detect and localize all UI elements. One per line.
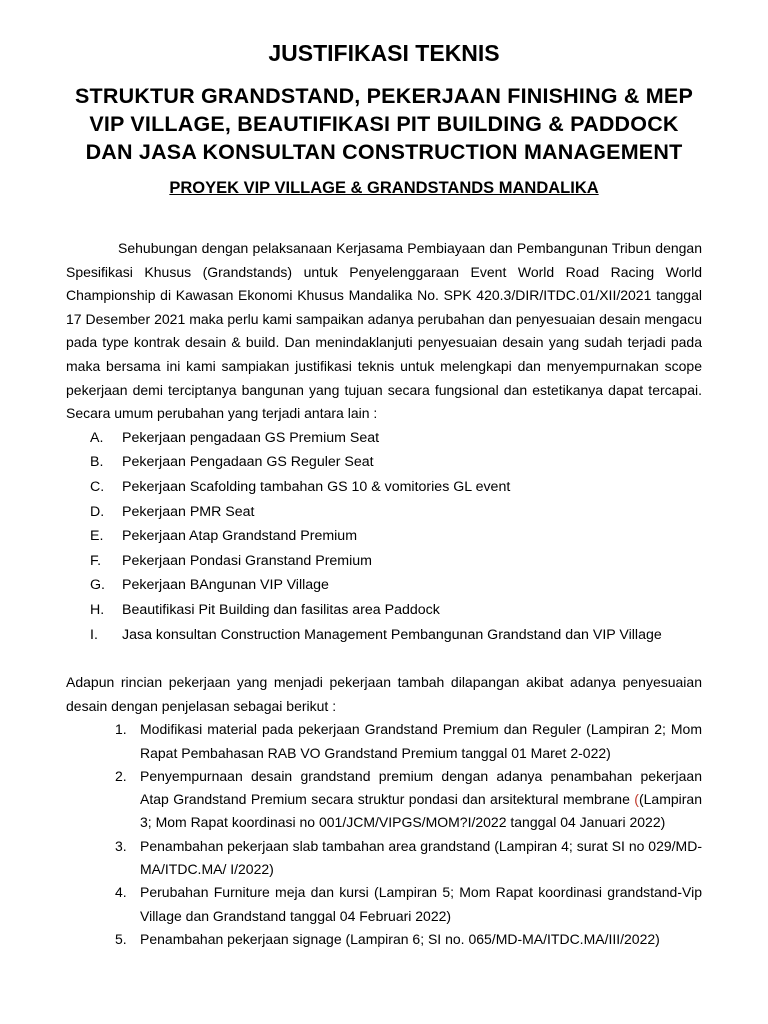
list-item: [66, 928, 702, 951]
list-item-text: Pekerjaan Pengadaan GS Reguler Seat: [122, 454, 374, 471]
document-title: JUSTIFIKASI TEKNIS: [268, 40, 500, 66]
list-item-text: Beautifikasi Pit Building dan fasilitas area Paddock: [122, 601, 440, 618]
list-item-text: Pekerjaan Scafolding tambahan GS 10 & vomitories GL event: [122, 478, 511, 495]
list-item-text: Penambahan pekerjaan signage (Lampiran 6; SI no. 065/MD-MA/ITDC.MA/III/2022): [140, 930, 660, 947]
list-item: [66, 598, 702, 623]
list-marker: 4.: [115, 884, 127, 901]
detail-list: [66, 718, 702, 951]
list-item: [66, 426, 702, 451]
list-marker: 1.: [115, 721, 127, 738]
detail-intro-paragraph: Adapun rincian pekerjaan yang menjadi pekerjaan tambah dilapangan akibat adanya penyesuaian desain dengan penjelasan sebagai berikut :: [66, 674, 702, 714]
list-item-text: Pekerjaan Atap Grandstand Premium: [122, 528, 358, 545]
project-title: PROYEK VIP VILLAGE & GRANDSTANDS MANDALIKA: [169, 179, 599, 197]
list-item-text: Pekerjaan PMR Seat: [122, 503, 255, 520]
list-marker: H.: [90, 601, 105, 618]
list-item-text: Penambahan pekerjaan slab tambahan area grandstand (Lampiran 4; surat SI no 029/MD-MA/ITDC.MA/ I/2022): [140, 837, 702, 878]
intro-paragraph: Sehubungan dengan pelaksanaan Kerjasama Pembiayaan dan Pembangunan Tribun dengan Spesifikasi Khusus (Grandstands) untuk Penyelenggaraan Event World Road Racing World Championship di Kawasan Ekonomi Khusus Mandalika No. SPK 420.3/DIR/ITDC.01/XII/2021 tanggal 17 Desember 2021 maka perlu kami sampaikan adanya perubahan dan penyesuaian desain mengacu pada type kontrak desain & build. Dan menindaklanjuti penyesuaian desain yang sudah terjadi pada maka bersama ini kami sampiakan justifikasi teknis untuk melengkapi dan menyempurnakan scope pekerjaan demi terciptanya bangunan yang tujuan secara fungsional dan estetikanya dapat tercapai. Secara umum perubahan yang terjadi antara lain :: [66, 240, 702, 422]
list-item: [66, 500, 702, 525]
list-marker: B.: [90, 454, 104, 471]
list-item-text: Pekerjaan BAngunan VIP Village: [122, 577, 329, 594]
list-item-text-part: Penyempurnaan desain grandstand premium dengan adanya penambahan pekerjaan Atap Grandstand Premium secara struktur pondasi dan arsitektural membrane: [140, 767, 702, 808]
list-marker: E.: [90, 528, 104, 545]
list-marker: D.: [90, 503, 105, 520]
list-marker: 2.: [115, 767, 127, 784]
list-marker: C.: [90, 478, 105, 495]
list-item-text: Modifikasi material pada pekerjaan Grandstand Premium dan Reguler (Lampiran 2; Mom Rapat Pembahasan RAB VO Grandstand Premium tanggal 01 Maret 2-022): [140, 721, 702, 761]
list-item: [66, 623, 702, 648]
list-marker: 5.: [115, 930, 127, 947]
list-item-text: Pekerjaan pengadaan GS Premium Seat: [122, 429, 380, 446]
list-item: [66, 450, 702, 475]
list-item: [66, 549, 702, 574]
list-item-text: Jasa konsultan Construction Management Pembangunan Grandstand dan VIP Village: [122, 626, 662, 643]
change-list: [66, 426, 702, 647]
list-item: [66, 718, 702, 765]
list-item: [66, 475, 702, 500]
list-item: [66, 573, 702, 598]
list-marker: I.: [90, 626, 98, 643]
list-item: [66, 835, 702, 882]
list-marker: G.: [90, 577, 105, 594]
subtitle-line-3: DAN JASA KONSULTAN CONSTRUCTION MANAGEMENT: [85, 140, 683, 164]
list-item: [66, 765, 702, 835]
list-item: [66, 524, 702, 549]
list-marker: F.: [90, 552, 102, 569]
red-parenthesis: (: [634, 791, 639, 808]
list-item: [66, 881, 702, 928]
list-item-text: Perubahan Furniture meja dan kursi (Lampiran 5; Mom Rapat koordinasi grandstand-Vip Village dan Grandstand tanggal 04 Februari 2022): [140, 884, 702, 924]
list-marker: A.: [90, 429, 104, 446]
subtitle-line-2: VIP VILLAGE, BEAUTIFIKASI PIT BUILDING & PADDOCK: [89, 112, 679, 136]
list-item-text: [140, 765, 702, 835]
list-item-text-part: (Lampiran 3; Mom Rapat koordinasi no 001/JCM/VIPGS/MOM?I/2022 tanggal 04 Januari 2022): [140, 791, 702, 831]
list-marker: 3.: [115, 837, 127, 854]
list-item-text: Pekerjaan Pondasi Granstand Premium: [122, 552, 372, 569]
document-subtitle: [66, 82, 702, 166]
subtitle-line-1: STRUKTUR GRANDSTAND, PEKERJAAN FINISHING & MEP: [75, 84, 693, 108]
